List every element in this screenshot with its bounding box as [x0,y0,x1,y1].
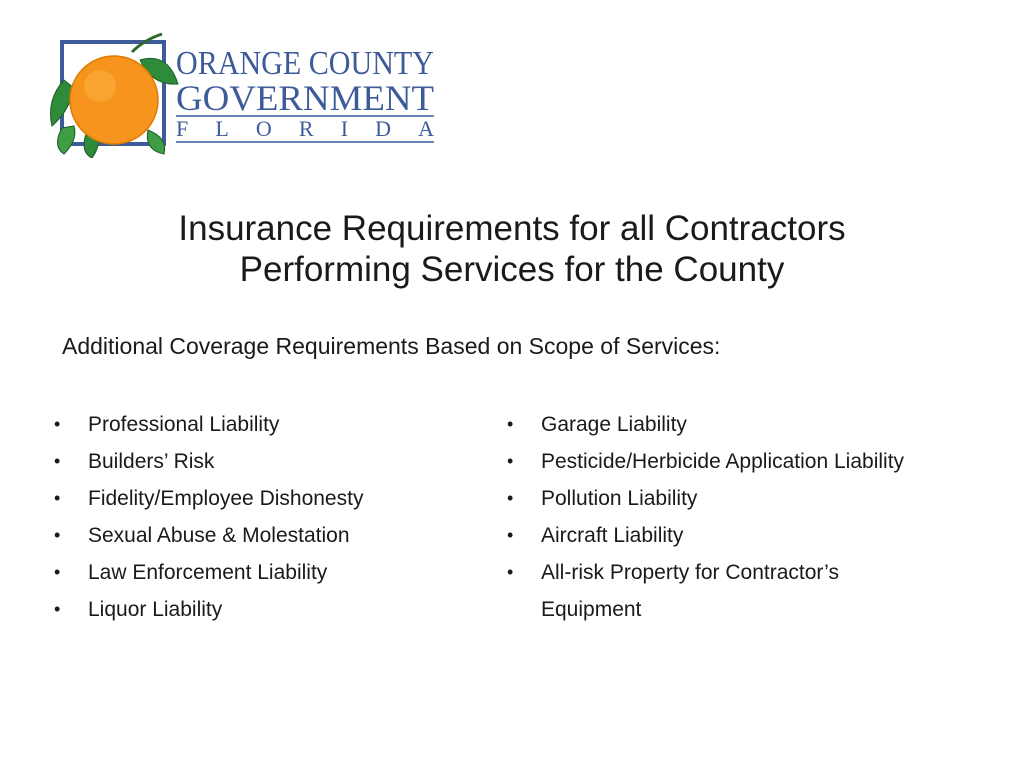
slide-subtitle: Additional Coverage Requirements Based on Scope of Services: [62,333,721,359]
list-item [505,480,1005,517]
bullet-icon: • [54,414,61,434]
slide-title [0,208,1024,290]
logo-line-1: ORANGE COUNTY [176,45,434,82]
bullet-icon: • [54,488,61,508]
bullet-icon: • [507,562,514,582]
list-item [52,554,472,591]
list-item [505,517,1005,554]
list-item-label: Garage Liability [541,413,687,436]
list-item-label: Fidelity/Employee Dishonesty [88,487,364,510]
list-item [52,517,472,554]
list-item-label: Pollution Liability [541,487,698,510]
slide-title-line-2: Performing Services for the County [239,250,785,289]
coverage-list-left [52,406,472,628]
list-item-label: Professional Liability [88,413,280,436]
list-item-label: Sexual Abuse & Molestation [88,524,350,547]
list-item [52,406,472,443]
list-item-label: Builders’ Risk [88,450,215,473]
bullet-icon: • [54,599,61,619]
list-item-label: Aircraft Liability [541,524,684,547]
bullet-icon: • [54,525,61,545]
list-item [52,480,472,517]
list-item [52,443,472,480]
bullet-icon: • [507,488,514,508]
list-item-label: Pesticide/Herbicide Application Liability [541,450,905,473]
slide-title-line-1: Insurance Requirements for all Contractors [178,209,846,248]
bullet-icon: • [54,451,61,471]
list-item [505,554,901,628]
bullet-icon: • [507,414,514,434]
list-item [505,406,1005,443]
list-item-label: All-risk Property for Contractor’s Equipment [541,561,839,621]
list-item-label: Liquor Liability [88,598,223,621]
list-item [52,591,472,628]
logo-line-2: GOVERNMENT [176,78,435,118]
bullet-icon: • [507,451,514,471]
list-item [505,443,1005,480]
bullet-icon: • [507,525,514,545]
logo-line-3: FLORIDA [176,116,434,141]
coverage-list-right [505,406,1005,628]
list-item-label: Law Enforcement Liability [88,561,328,584]
bullet-icon: • [54,562,61,582]
orange-county-logo [44,30,444,158]
